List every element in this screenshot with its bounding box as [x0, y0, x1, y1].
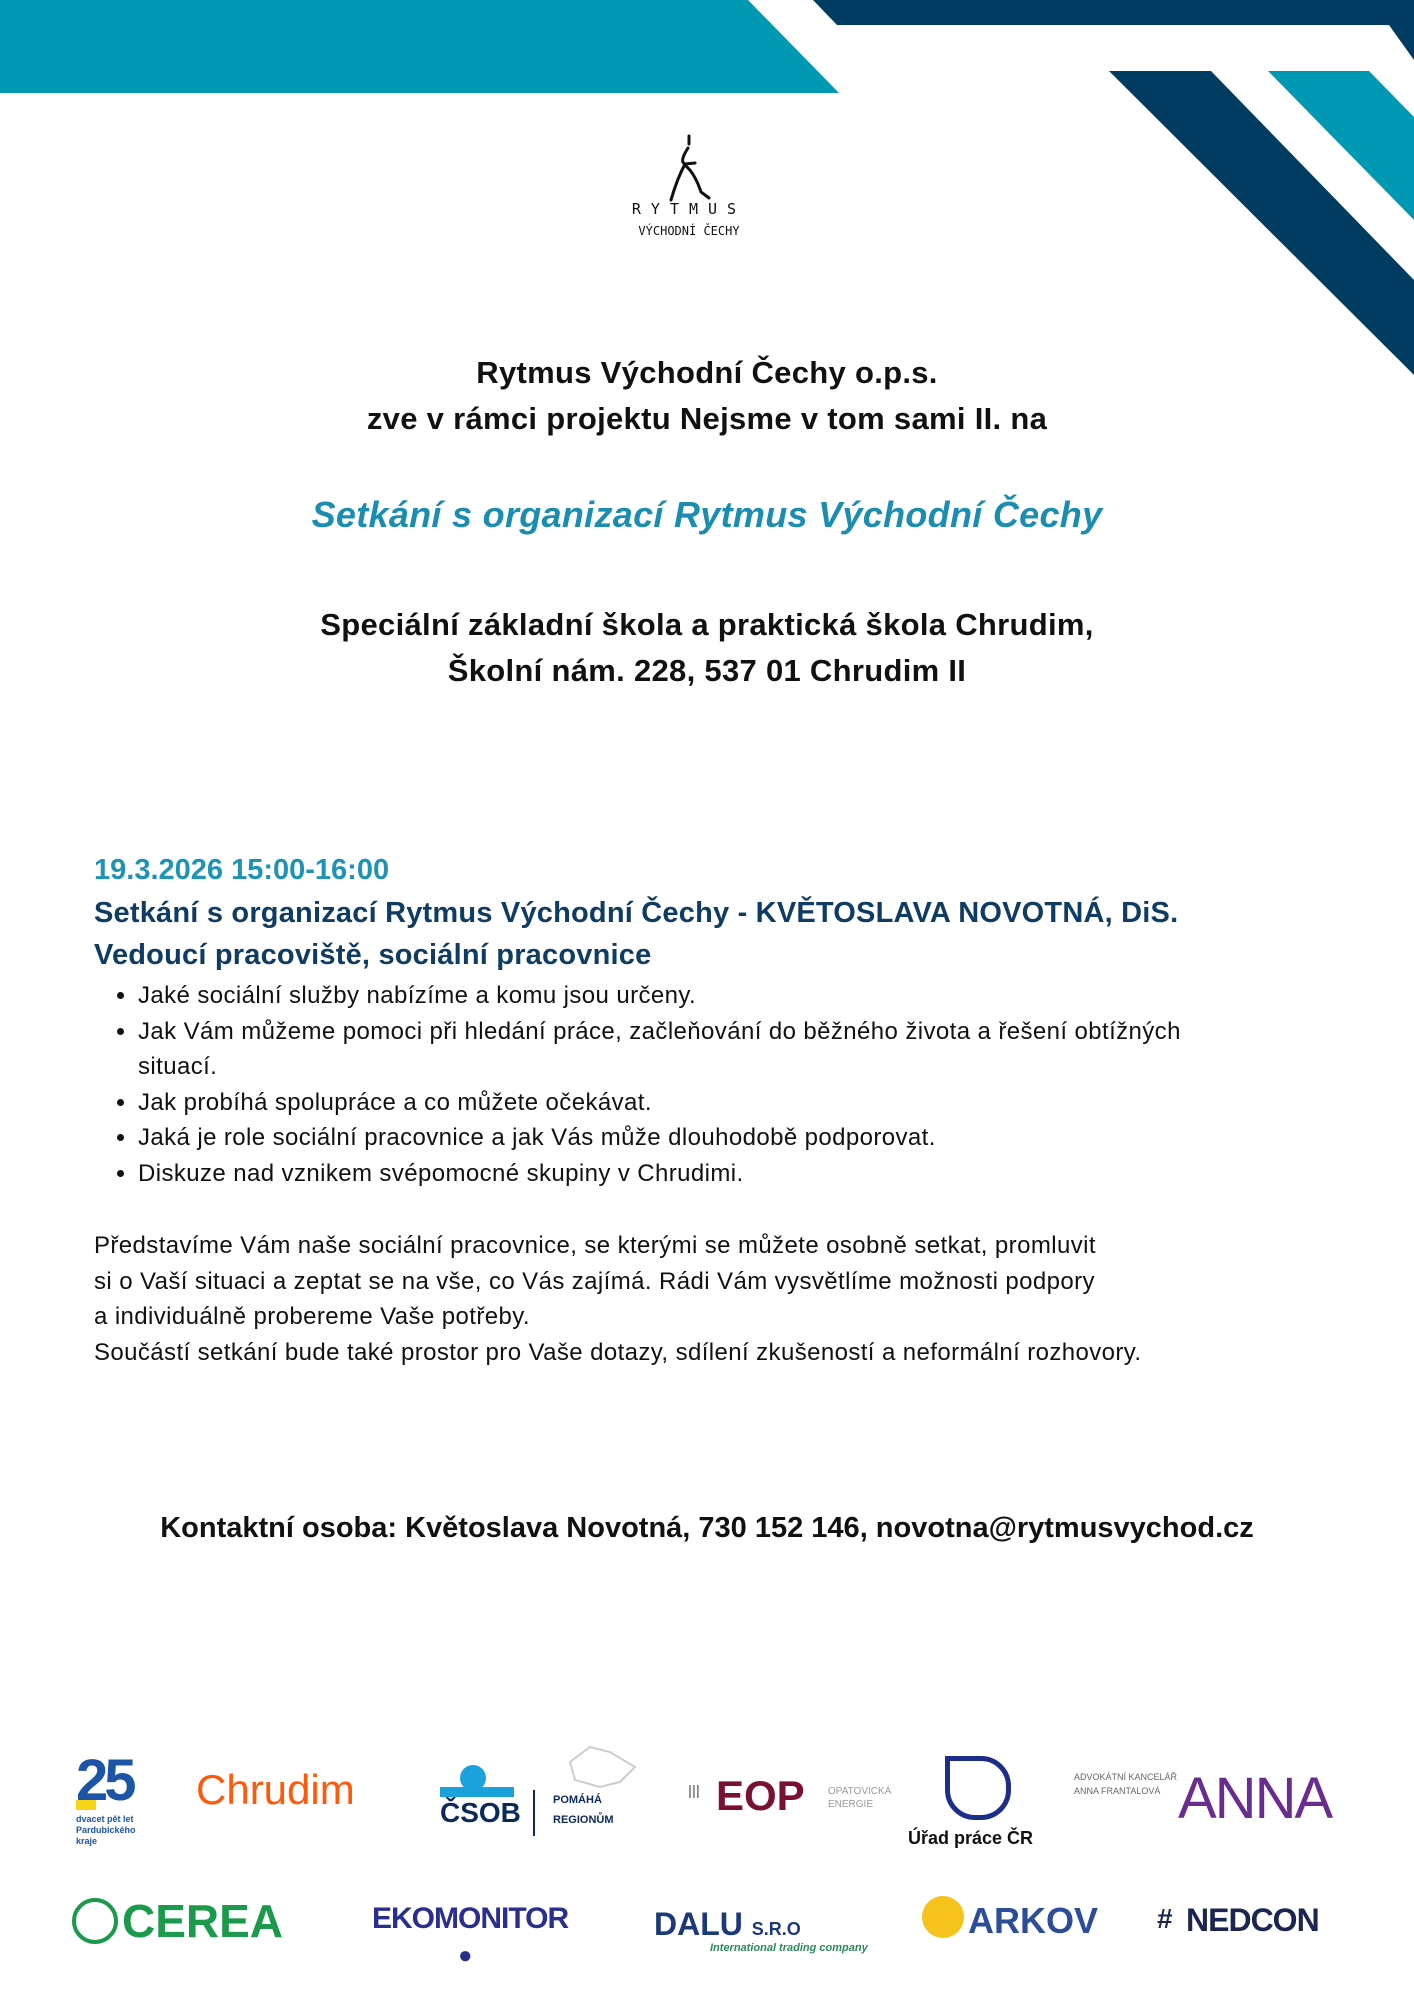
arkov-logo: ARKOV — [968, 1900, 1099, 1941]
arkov-emblem-icon — [922, 1896, 964, 1938]
paragraph-line: a individuálně probereme Vaše potřeby. — [94, 1303, 530, 1330]
program-subheading: Vedoucí pracoviště, sociální pracovnice — [94, 939, 652, 971]
anna-logo: ANNA — [1178, 1766, 1332, 1831]
description-paragraph — [94, 1228, 1374, 1370]
ekomonitor-logo: EKOMONITOR — [372, 1902, 569, 1935]
intro-line-1: Rytmus Východní Čechy o.p.s. — [476, 355, 938, 390]
bullet-item: • Jak probíhá spolupráce a co můžete očekávat. — [138, 1085, 1338, 1121]
eop-logo: EOP — [716, 1772, 805, 1819]
intro-line-2: zve v rámci projektu Nejsme v tom sami II. na — [366, 401, 1048, 436]
bullet-item: • Jaké sociální služby nabízíme a komu jsou určeny. — [138, 978, 1338, 1014]
logo-name: RYTMUS — [631, 200, 747, 218]
nedcon-logo: NEDCON — [1186, 1902, 1319, 1938]
urad-prace-icon — [945, 1756, 1011, 1820]
event-datetime: 19.3.2026 15:00-16:00 — [94, 854, 390, 886]
event-title: Setkání s organizací Rytmus Východní Čechy — [311, 494, 1103, 535]
urad-prace-logo: Úřad práce ČR — [908, 1828, 1034, 1848]
logo-subtitle: VÝCHODNÍ ČECHY — [638, 224, 740, 238]
teal-banner — [0, 0, 839, 93]
eop-tagline: OPATOVICKÁ ENERGIE — [828, 1786, 892, 1810]
csob-tagline: POMÁHÁ REGIONŮM — [533, 1790, 614, 1836]
pardubice-text: dvacet pět let Pardubického kraje — [76, 1814, 136, 1846]
bullet-item: • Jak Vám můžeme pomoci při hledání práce, začleňování do běžného života a řešení obtížných situací. — [138, 1014, 1238, 1085]
contact-person: Kontaktní osoba: Květoslava Novotná, 730 152 146, novotna@rytmusvychod.cz — [160, 1512, 1254, 1544]
czech-map-icon — [560, 1742, 640, 1792]
program-heading: Setkání s organizací Rytmus Východní Čechy - KVĚTOSLAVA NOVOTNÁ, DiS. — [94, 897, 1179, 929]
cerea-logo: CEREA — [122, 1895, 284, 1947]
chrudim-logo: Chrudim — [196, 1766, 355, 1813]
nedcon-grid-icon: # — [1157, 1903, 1173, 1934]
paragraph-line: Představíme Vám naše sociální pracovnice, se kterými se můžete osobně setkat, promluvit — [94, 1232, 1096, 1259]
navy-banner — [813, 0, 1414, 60]
eop-bars: ||| — [688, 1782, 700, 1798]
csob-name: ČSOB — [440, 1797, 521, 1828]
paragraph-line: Součástí setkání bude také prostor pro Vaše dotazy, sdílení zkušeností a neformální rozhovory. — [94, 1338, 1142, 1366]
bullet-item: • Jaká je role sociální pracovnice a jak Vás může dlouhodobě podporovat. — [138, 1120, 1338, 1156]
water-drop-icon: ● — [458, 1942, 473, 1969]
bullet-item: • Diskuze nad vznikem svépomocné skupiny v Chrudimi. — [138, 1156, 1338, 1192]
venue-line-1: Speciální základní škola a praktická škola Chrudim, — [320, 607, 1094, 642]
paragraph-line: si o Vaší situaci a zeptat se na vše, co Vás zajímá. Rádi Vám vysvětlíme možnosti podpory — [94, 1267, 1095, 1295]
anna-tagline: ADVOKÁTNÍ KANCELÁŘ ANNA FRANTALOVÁ — [1074, 1772, 1178, 1796]
dalu-tagline: International trading company — [710, 1942, 868, 1954]
dalu-logo: DALU S.R.O — [654, 1906, 801, 1942]
pardubice-logo — [76, 1748, 136, 1847]
dancer-icon — [649, 134, 729, 204]
csob-logo — [440, 1765, 521, 1829]
rytmus-logo — [614, 134, 764, 254]
venue-line-2: Školní nám. 228, 537 01 Chrudim II — [447, 653, 967, 688]
pardubice-mark: 25 — [76, 1748, 133, 1813]
cerea-emblem-icon — [72, 1898, 118, 1944]
program-bullets — [94, 978, 1338, 1191]
